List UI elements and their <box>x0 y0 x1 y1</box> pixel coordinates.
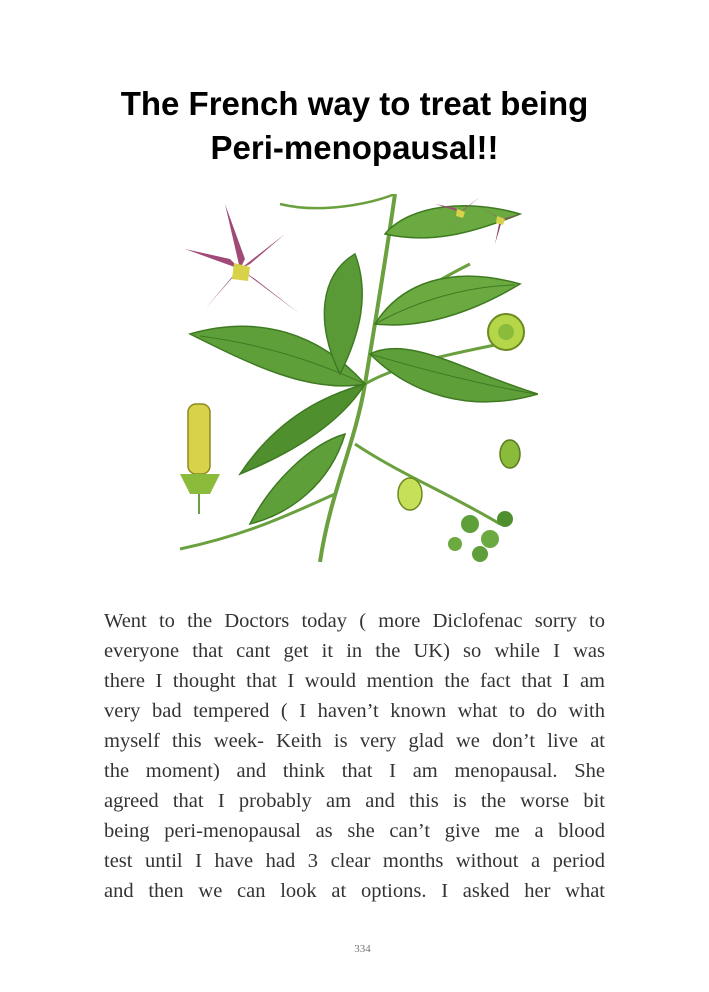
body-line: the moment) and think that I am menopausal. She <box>104 760 605 782</box>
body-line: test until I have had 3 clear months without a period <box>104 850 605 872</box>
title-line-1: The French way to treat being <box>120 85 589 122</box>
body-line: there I thought that I would mention the fact that I am <box>104 670 605 692</box>
page-title <box>60 82 649 170</box>
title-line-2: Peri-menopausal!! <box>210 129 499 166</box>
body-line: and then we can look at options. I asked her what <box>104 880 605 902</box>
body-line: being peri-menopausal as she can’t give me a blood <box>104 820 605 842</box>
body-paragraph <box>104 606 605 906</box>
botanical-illustration <box>170 194 538 562</box>
body-line: Went to the Doctors today ( more Diclofenac sorry to <box>104 610 605 632</box>
plant-drawing <box>170 194 538 562</box>
page-number: 334 <box>354 943 371 955</box>
body-line: very bad tempered ( I haven’t known what to do with <box>104 700 605 722</box>
body-line: everyone that cant get it in the UK) so while I was <box>104 640 605 662</box>
body-line: myself this week- Keith is very glad we don’t live at <box>104 730 605 752</box>
body-line: agreed that I probably am and this is the worse bit <box>104 790 605 812</box>
